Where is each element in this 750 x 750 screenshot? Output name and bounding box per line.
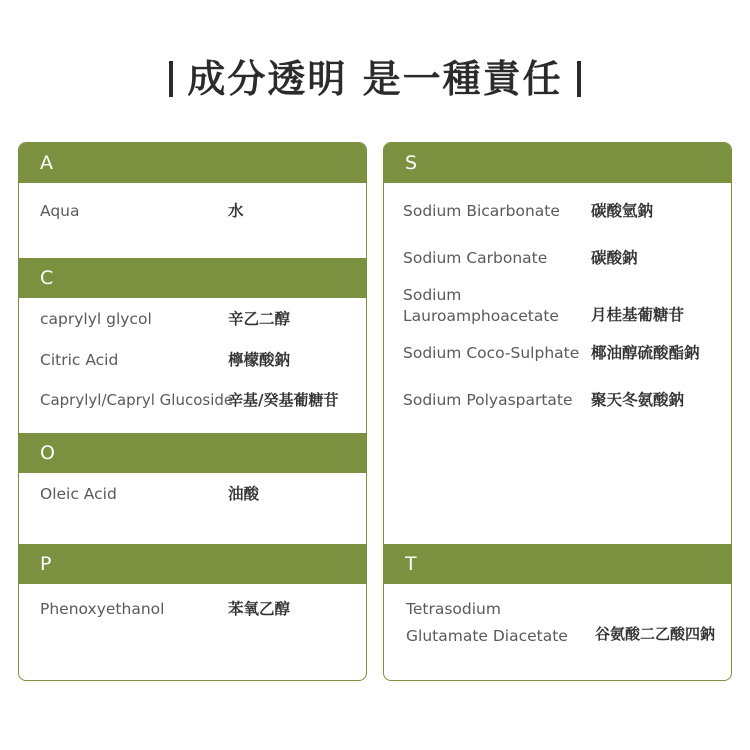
ingredient-zh: 辛基/癸基葡糖苷 bbox=[228, 391, 339, 409]
section-letter: C bbox=[40, 267, 54, 289]
section-header-c bbox=[19, 258, 366, 298]
ingredient-en: Caprylyl/Capryl Glucoside bbox=[40, 391, 234, 409]
ingredient-zh: 油酸 bbox=[228, 485, 260, 503]
ingredient-en: Citric Acid bbox=[40, 351, 119, 369]
ingredient-zh: 谷氨酸二乙酸四鈉 bbox=[595, 625, 716, 643]
ingredient-en-line2: Lauroamphoacetate bbox=[403, 307, 559, 325]
section-header-t bbox=[384, 544, 731, 584]
ingredient-en: Sodium Polyaspartate bbox=[403, 391, 573, 409]
section-letter: O bbox=[40, 442, 55, 464]
ingredient-en: Sodium Coco-Sulphate bbox=[403, 344, 580, 362]
ingredient-zh: 水 bbox=[228, 202, 244, 220]
title-right-bar bbox=[577, 61, 581, 97]
ingredient-en: Aqua bbox=[40, 202, 80, 220]
ingredient-zh: 碳酸氫鈉 bbox=[591, 202, 654, 220]
left-ingredient-panel bbox=[18, 142, 367, 681]
section-letter: P bbox=[40, 553, 52, 575]
ingredient-zh: 月桂基葡糖苷 bbox=[591, 306, 685, 324]
ingredient-zh: 椰油醇硫酸酯鈉 bbox=[591, 344, 700, 362]
ingredient-en: Sodium Carbonate bbox=[403, 249, 548, 267]
section-letter: S bbox=[405, 152, 418, 174]
ingredient-en-line1: Sodium bbox=[403, 286, 462, 304]
ingredient-en-line2: Glutamate Diacetate bbox=[406, 627, 568, 645]
ingredient-zh: 聚天冬氨酸鈉 bbox=[591, 391, 685, 409]
section-header-s bbox=[384, 143, 731, 183]
title-left-bar bbox=[169, 61, 173, 97]
ingredient-zh: 苯氧乙醇 bbox=[228, 600, 291, 618]
section-header-a bbox=[19, 143, 366, 183]
section-letter: T bbox=[405, 553, 417, 575]
ingredient-zh: 檸檬酸鈉 bbox=[228, 351, 291, 369]
ingredient-en: Oleic Acid bbox=[40, 485, 117, 503]
section-header-p bbox=[19, 544, 366, 584]
ingredient-zh: 碳酸鈉 bbox=[591, 249, 638, 267]
section-header-o bbox=[19, 433, 366, 473]
section-letter: A bbox=[40, 152, 53, 174]
ingredient-en: Sodium Bicarbonate bbox=[403, 202, 560, 220]
title-text: 成分透明 是一種責任 bbox=[187, 57, 563, 101]
ingredient-en: Phenoxyethanol bbox=[40, 600, 165, 618]
page-title bbox=[0, 48, 750, 103]
ingredient-en-line1: Tetrasodium bbox=[406, 600, 501, 618]
right-ingredient-panel bbox=[383, 142, 732, 681]
ingredient-en: caprylyl glycol bbox=[40, 310, 152, 328]
ingredient-zh: 辛乙二醇 bbox=[228, 310, 291, 328]
